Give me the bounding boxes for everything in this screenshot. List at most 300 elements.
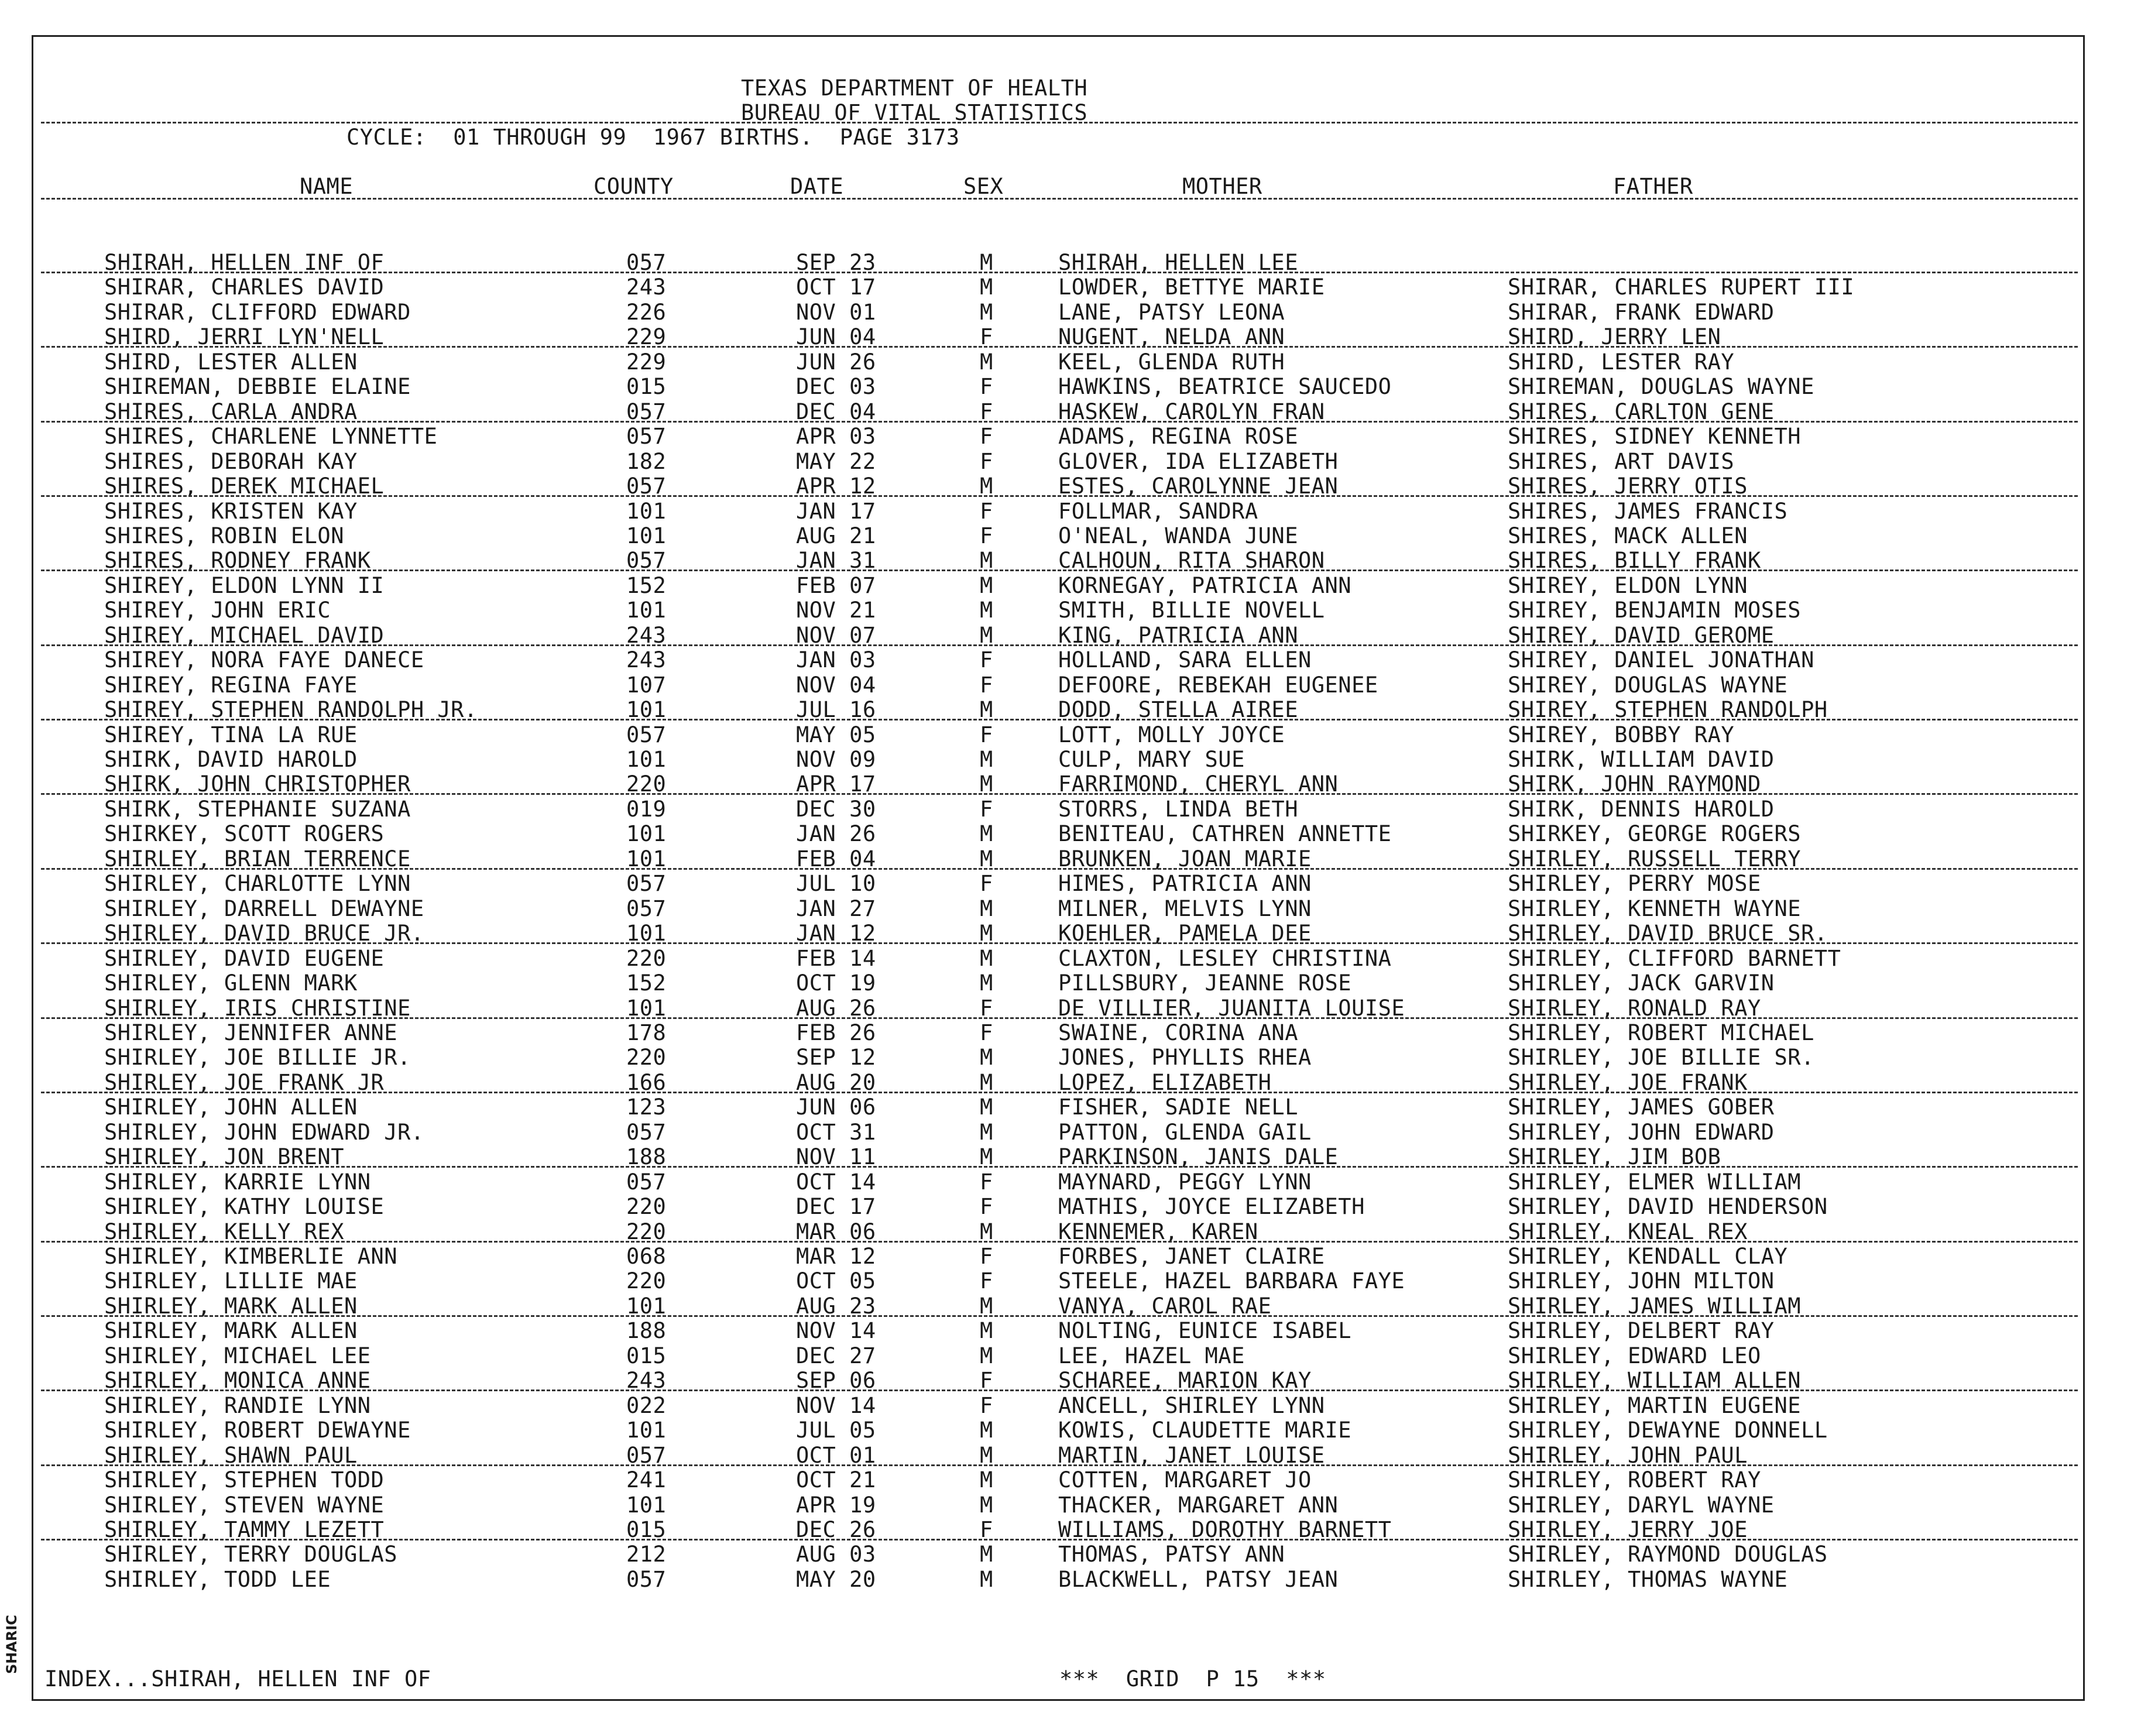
record-father: SHIRLEY, JOHN MILTON: [1508, 1268, 1775, 1294]
record-sex: F: [980, 722, 993, 747]
record-date: NOV 14: [796, 1318, 876, 1343]
record-county: 101: [626, 598, 667, 623]
record-father: SHIRLEY, EDWARD LEO: [1508, 1343, 1761, 1368]
table-row: [0, 1542, 2141, 1567]
record-sex: M: [980, 1567, 993, 1592]
record-sex: F: [980, 647, 993, 673]
record-county: 243: [626, 623, 667, 648]
record-father: SHIRLEY, DARYL WAYNE: [1508, 1493, 1775, 1518]
record-county: 178: [626, 1020, 667, 1045]
record-date: JUL 05: [796, 1418, 876, 1443]
record-county: 220: [626, 1268, 667, 1294]
record-sex: M: [980, 1219, 993, 1244]
record-name: SHIRLEY, SHAWN PAUL: [104, 1443, 358, 1468]
record-county: 101: [626, 747, 667, 772]
record-sex: M: [980, 1120, 993, 1145]
record-name: SHIRLEY, GLENN MARK: [104, 970, 358, 996]
record-date: AUG 03: [796, 1542, 876, 1567]
record-father: SHIRLEY, KENNETH WAYNE: [1508, 896, 1802, 921]
record-father: SHIRLEY, ELMER WILLIAM: [1508, 1169, 1802, 1195]
record-sex: M: [980, 1294, 993, 1319]
record-mother: KOWIS, CLAUDETTE MARIE: [1058, 1418, 1352, 1443]
table-row: [0, 574, 2141, 598]
record-name: SHIRLEY, LILLIE MAE: [104, 1268, 358, 1294]
record-father: SHIRK, DENNIS HAROLD: [1508, 797, 1775, 822]
table-row: [0, 946, 2141, 971]
record-date: JUN 04: [796, 324, 876, 349]
record-date: AUG 26: [796, 996, 876, 1021]
col-header-sex: SEX: [963, 174, 1004, 199]
record-sex: F: [980, 374, 993, 399]
row-separator: [41, 644, 2078, 646]
record-mother: LOWDER, BETTYE MARIE: [1058, 275, 1325, 300]
record-name: SHIRLEY, KARRIE LYNN: [104, 1169, 371, 1195]
record-date: FEB 07: [796, 573, 876, 598]
record-sex: F: [980, 996, 993, 1021]
record-father: SHIRLEY, DAVID BRUCE SR.: [1508, 921, 1828, 946]
record-county: 152: [626, 970, 667, 996]
row-separator: [41, 1539, 2078, 1541]
record-name: SHIREY, JOHN ERIC: [104, 598, 331, 623]
record-date: JUL 10: [796, 871, 876, 896]
record-date: APR 12: [796, 474, 876, 499]
record-mother: MATHIS, JOYCE ELIZABETH: [1058, 1194, 1365, 1219]
record-mother: HASKEW, CAROLYN FRAN: [1058, 399, 1325, 424]
record-date: DEC 04: [796, 399, 876, 424]
record-county: 101: [626, 1493, 667, 1518]
record-sex: M: [980, 1467, 993, 1493]
record-father: SHIRES, BILLY FRANK: [1508, 548, 1761, 573]
table-row: [0, 1394, 2141, 1418]
row-separator: [41, 1241, 2078, 1243]
col-header-mother: MOTHER: [1182, 174, 1262, 199]
record-date: DEC 26: [796, 1517, 876, 1542]
record-date: DEC 30: [796, 797, 876, 822]
record-name: SHIRK, JOHN CHRISTOPHER: [104, 771, 411, 797]
record-mother: MARTIN, JANET LOUISE: [1058, 1443, 1325, 1468]
record-county: 057: [626, 871, 667, 896]
table-row: [0, 450, 2141, 474]
record-father: SHIRLEY, WILLIAM ALLEN: [1508, 1368, 1802, 1393]
record-father: SHIREMAN, DOUGLAS WAYNE: [1508, 374, 1814, 399]
record-name: SHIRLEY, TAMMY LEZETT: [104, 1517, 385, 1542]
record-date: OCT 17: [796, 275, 876, 300]
table-row: [0, 1468, 2141, 1493]
record-sex: F: [980, 1244, 993, 1269]
record-mother: GLOVER, IDA ELIZABETH: [1058, 449, 1339, 474]
record-father: SHIRD, LESTER RAY: [1508, 349, 1735, 375]
record-county: 226: [626, 300, 667, 325]
record-county: 015: [626, 374, 667, 399]
cycle-line: CYCLE: 01 THROUGH 99 1967 BIRTHS. PAGE 3173: [346, 125, 960, 150]
record-name: SHIRKEY, SCOTT ROGERS: [104, 821, 385, 846]
record-sex: M: [980, 747, 993, 772]
record-mother: CULP, MARY SUE: [1058, 747, 1245, 772]
record-mother: KENNEMER, KAREN: [1058, 1219, 1258, 1244]
row-separator: [41, 1017, 2078, 1019]
record-county: 182: [626, 449, 667, 474]
table-row: [0, 1269, 2141, 1294]
record-date: SEP 06: [796, 1368, 876, 1393]
record-name: SHIRES, KRISTEN KAY: [104, 499, 358, 524]
record-mother: SWAINE, CORINA ANA: [1058, 1020, 1298, 1045]
record-sex: M: [980, 1443, 993, 1468]
record-mother: O'NEAL, WANDA JUNE: [1058, 523, 1298, 548]
table-row: [0, 1418, 2141, 1443]
record-date: DEC 03: [796, 374, 876, 399]
record-sex: M: [980, 1318, 993, 1343]
record-sex: M: [980, 548, 993, 573]
record-sex: F: [980, 1268, 993, 1294]
table-row: [0, 1493, 2141, 1518]
record-sex: M: [980, 1493, 993, 1518]
record-sex: F: [980, 797, 993, 822]
record-sex: F: [980, 1020, 993, 1045]
record-date: AUG 20: [796, 1070, 876, 1095]
record-county: 019: [626, 797, 667, 822]
record-mother: HAWKINS, BEATRICE SAUCEDO: [1058, 374, 1392, 399]
col-header-date: DATE: [790, 174, 844, 199]
record-name: SHIRLEY, TODD LEE: [104, 1567, 331, 1592]
record-mother: CALHOUN, RITA SHARON: [1058, 548, 1325, 573]
record-name: SHIRLEY, KELLY REX: [104, 1219, 344, 1244]
record-name: SHIRK, STEPHANIE SUZANA: [104, 797, 411, 822]
record-county: 101: [626, 697, 667, 722]
record-county: 068: [626, 1244, 667, 1269]
record-name: SHIRLEY, DAVID BRUCE JR.: [104, 921, 424, 946]
record-mother: PARKINSON, JANIS DALE: [1058, 1144, 1339, 1169]
record-county: 220: [626, 1194, 667, 1219]
record-father: SHIRLEY, JOE BILLIE SR.: [1508, 1045, 1814, 1070]
record-mother: FARRIMOND, CHERYL ANN: [1058, 771, 1339, 797]
record-father: SHIRLEY, JOHN PAUL: [1508, 1443, 1748, 1468]
header-divider: [41, 122, 2078, 123]
record-county: 166: [626, 1070, 667, 1095]
record-county: 152: [626, 573, 667, 598]
record-mother: DEFOORE, REBEKAH EUGENEE: [1058, 673, 1378, 698]
record-sex: M: [980, 275, 993, 300]
table-row: [0, 1319, 2141, 1343]
table-row: [0, 648, 2141, 673]
record-date: APR 03: [796, 424, 876, 449]
record-name: SHIREY, STEPHEN RANDOLPH JR.: [104, 697, 478, 722]
record-date: JAN 27: [796, 896, 876, 921]
record-mother: KING, PATRICIA ANN: [1058, 623, 1298, 648]
table-row: [0, 598, 2141, 623]
record-name: SHIRLEY, MONICA ANNE: [104, 1368, 371, 1393]
record-date: MAY 22: [796, 449, 876, 474]
record-county: 057: [626, 1169, 667, 1195]
table-row: [0, 1344, 2141, 1368]
col-header-county: COUNTY: [593, 174, 674, 199]
record-date: NOV 01: [796, 300, 876, 325]
record-date: JUN 26: [796, 349, 876, 375]
record-mother: SHIRAH, HELLEN LEE: [1058, 250, 1298, 275]
record-sex: F: [980, 499, 993, 524]
row-separator: [41, 1315, 2078, 1317]
record-sex: M: [980, 771, 993, 797]
record-mother: LANE, PATSY LEONA: [1058, 300, 1285, 325]
record-name: SHIRLEY, ROBERT DEWAYNE: [104, 1418, 411, 1443]
record-name: SHIREMAN, DEBBIE ELAINE: [104, 374, 411, 399]
record-county: 241: [626, 1467, 667, 1493]
record-county: 022: [626, 1393, 667, 1418]
record-date: NOV 11: [796, 1144, 876, 1169]
record-father: SHIRLEY, RONALD RAY: [1508, 996, 1761, 1021]
record-date: NOV 14: [796, 1393, 876, 1418]
record-county: 057: [626, 1443, 667, 1468]
record-county: 212: [626, 1542, 667, 1567]
record-county: 057: [626, 1567, 667, 1592]
record-father: SHIRLEY, JIM BOB: [1508, 1144, 1721, 1169]
table-row: [0, 872, 2141, 896]
record-name: SHIRLEY, KIMBERLIE ANN: [104, 1244, 398, 1269]
header-agency: TEXAS DEPARTMENT OF HEALTH: [741, 76, 1088, 101]
record-mother: THACKER, MARGARET ANN: [1058, 1493, 1339, 1518]
record-name: SHIREY, TINA LA RUE: [104, 722, 358, 747]
record-sex: M: [980, 1144, 993, 1169]
table-row: [0, 971, 2141, 996]
record-mother: FISHER, SADIE NELL: [1058, 1095, 1298, 1120]
record-date: NOV 04: [796, 673, 876, 698]
record-mother: MAYNARD, PEGGY LYNN: [1058, 1169, 1312, 1195]
record-date: NOV 07: [796, 623, 876, 648]
record-date: FEB 26: [796, 1020, 876, 1045]
record-father: SHIRD, JERRY LEN: [1508, 324, 1721, 349]
row-separator: [41, 1390, 2078, 1391]
record-county: 220: [626, 771, 667, 797]
record-county: 220: [626, 946, 667, 971]
record-county: 243: [626, 1368, 667, 1393]
record-date: DEC 17: [796, 1194, 876, 1219]
record-father: SHIRLEY, KNEAL REX: [1508, 1219, 1748, 1244]
record-mother: DE VILLIER, JUANITA LOUISE: [1058, 996, 1405, 1021]
record-mother: LOTT, MOLLY JOYCE: [1058, 722, 1285, 747]
record-date: OCT 05: [796, 1268, 876, 1294]
record-father: SHIRES, ART DAVIS: [1508, 449, 1735, 474]
record-county: 101: [626, 1294, 667, 1319]
record-mother: FOLLMAR, SANDRA: [1058, 499, 1258, 524]
record-sex: M: [980, 1045, 993, 1070]
record-sex: F: [980, 449, 993, 474]
record-sex: F: [980, 1169, 993, 1195]
record-county: 220: [626, 1219, 667, 1244]
record-name: SHIRLEY, JOHN ALLEN: [104, 1095, 358, 1120]
row-separator: [41, 495, 2078, 497]
record-county: 057: [626, 896, 667, 921]
record-county: 107: [626, 673, 667, 698]
record-date: AUG 21: [796, 523, 876, 548]
table-row: [0, 1021, 2141, 1045]
row-separator: [41, 1166, 2078, 1168]
record-name: SHIRK, DAVID HAROLD: [104, 747, 358, 772]
record-name: SHIRLEY, TERRY DOUGLAS: [104, 1542, 398, 1567]
record-father: SHIREY, BOBBY RAY: [1508, 722, 1735, 747]
record-sex: F: [980, 523, 993, 548]
record-mother: BLACKWELL, PATSY JEAN: [1058, 1567, 1339, 1592]
record-county: 243: [626, 647, 667, 673]
record-father: SHIRLEY, JOE FRANK: [1508, 1070, 1748, 1095]
record-date: JAN 31: [796, 548, 876, 573]
record-county: 101: [626, 921, 667, 946]
record-name: SHIRES, CARLA ANDRA: [104, 399, 358, 424]
record-father: SHIRAR, FRANK EDWARD: [1508, 300, 1775, 325]
record-name: SHIRLEY, CHARLOTTE LYNN: [104, 871, 411, 896]
record-sex: M: [980, 1095, 993, 1120]
col-header-father: FATHER: [1613, 174, 1693, 199]
table-row: [0, 1095, 2141, 1120]
record-county: 057: [626, 548, 667, 573]
record-mother: KEEL, GLENDA RUTH: [1058, 349, 1285, 375]
record-name: SHIRD, JERRI LYN'NELL: [104, 324, 385, 349]
row-separator: [41, 569, 2078, 571]
record-sex: F: [980, 1393, 993, 1418]
record-county: 188: [626, 1318, 667, 1343]
record-father: SHIREY, DAVID GEROME: [1508, 623, 1775, 648]
record-name: SHIRLEY, JON BRENT: [104, 1144, 344, 1169]
record-mother: COTTEN, MARGARET JO: [1058, 1467, 1312, 1493]
table-row: [0, 350, 2141, 375]
record-name: SHIREY, ELDON LYNN II: [104, 573, 385, 598]
record-date: OCT 19: [796, 970, 876, 996]
record-mother: LEE, HAZEL MAE: [1058, 1343, 1245, 1368]
record-father: SHIRLEY, PERRY MOSE: [1508, 871, 1761, 896]
record-county: 057: [626, 722, 667, 747]
record-sex: M: [980, 250, 993, 275]
record-father: SHIRLEY, JAMES GOBER: [1508, 1095, 1775, 1120]
record-father: SHIRK, WILLIAM DAVID: [1508, 747, 1775, 772]
record-father: SHIRLEY, DELBERT RAY: [1508, 1318, 1775, 1343]
record-county: 229: [626, 349, 667, 375]
record-mother: BENITEAU, CATHREN ANNETTE: [1058, 821, 1392, 846]
record-sex: M: [980, 598, 993, 623]
record-name: SHIRLEY, RANDIE LYNN: [104, 1393, 371, 1418]
record-name: SHIRLEY, KATHY LOUISE: [104, 1194, 385, 1219]
record-county: 101: [626, 821, 667, 846]
table-row: [0, 1567, 2141, 1592]
table-row: [0, 1244, 2141, 1269]
table-row: [0, 797, 2141, 822]
record-date: APR 17: [796, 771, 876, 797]
record-sex: M: [980, 1418, 993, 1443]
record-sex: F: [980, 1517, 993, 1542]
record-mother: SMITH, BILLIE NOVELL: [1058, 598, 1325, 623]
record-date: OCT 31: [796, 1120, 876, 1145]
record-father: SHIREY, DANIEL JONATHAN: [1508, 647, 1814, 673]
col-header-name: NAME: [300, 174, 354, 199]
record-name: SHIRLEY, JOE BILLIE JR.: [104, 1045, 411, 1070]
record-date: MAY 20: [796, 1567, 876, 1592]
table-row: [0, 747, 2141, 772]
record-father: SHIRLEY, THOMAS WAYNE: [1508, 1567, 1788, 1592]
record-sex: F: [980, 871, 993, 896]
record-mother: ANCELL, SHIRLEY LYNN: [1058, 1393, 1325, 1418]
record-name: SHIRAR, CHARLES DAVID: [104, 275, 385, 300]
record-date: JUN 06: [796, 1095, 876, 1120]
table-row: [0, 673, 2141, 698]
row-separator: [41, 793, 2078, 795]
table-row: [0, 1195, 2141, 1219]
record-name: SHIRES, ROBIN ELON: [104, 523, 344, 548]
record-county: 057: [626, 250, 667, 275]
record-name: SHIREY, NORA FAYE DANECE: [104, 647, 424, 673]
record-name: SHIRLEY, STEVEN WAYNE: [104, 1493, 385, 1518]
record-father: SHIRLEY, DEWAYNE DONNELL: [1508, 1418, 1828, 1443]
record-mother: JONES, PHYLLIS RHEA: [1058, 1045, 1312, 1070]
record-father: SHIRES, JERRY OTIS: [1508, 474, 1748, 499]
record-name: SHIRAH, HELLEN INF OF: [104, 250, 385, 275]
record-mother: PILLSBURY, JEANNE ROSE: [1058, 970, 1352, 996]
record-date: OCT 01: [796, 1443, 876, 1468]
record-date: SEP 12: [796, 1045, 876, 1070]
row-separator: [41, 942, 2078, 944]
record-mother: HOLLAND, SARA ELLEN: [1058, 647, 1312, 673]
record-sex: M: [980, 896, 993, 921]
record-date: JAN 17: [796, 499, 876, 524]
record-date: FEB 14: [796, 946, 876, 971]
record-mother: WILLIAMS, DOROTHY BARNETT: [1058, 1517, 1392, 1542]
record-county: 057: [626, 474, 667, 499]
row-separator: [41, 272, 2078, 273]
record-mother: SCHAREE, MARION KAY: [1058, 1368, 1312, 1393]
record-name: SHIRD, LESTER ALLEN: [104, 349, 358, 375]
record-father: SHIREY, BENJAMIN MOSES: [1508, 598, 1802, 623]
record-father: SHIRLEY, DAVID HENDERSON: [1508, 1194, 1828, 1219]
record-name: SHIRES, RODNEY FRANK: [104, 548, 371, 573]
record-father: SHIRLEY, CLIFFORD BARNETT: [1508, 946, 1841, 971]
record-mother: STEELE, HAZEL BARBARA FAYE: [1058, 1268, 1405, 1294]
record-father: SHIRLEY, KENDALL CLAY: [1508, 1244, 1788, 1269]
record-father: SHIRES, JAMES FRANCIS: [1508, 499, 1788, 524]
record-mother: DODD, STELLA AIREE: [1058, 697, 1298, 722]
record-sex: M: [980, 846, 993, 872]
record-county: 057: [626, 399, 667, 424]
record-date: OCT 21: [796, 1467, 876, 1493]
record-county: 220: [626, 1045, 667, 1070]
record-sex: M: [980, 1542, 993, 1567]
record-sex: M: [980, 1343, 993, 1368]
table-row: [0, 897, 2141, 921]
record-county: 101: [626, 523, 667, 548]
record-name: SHIRLEY, JOE FRANK JR: [104, 1070, 385, 1095]
table-row: [0, 524, 2141, 548]
record-date: JAN 12: [796, 921, 876, 946]
record-father: SHIRLEY, JACK GARVIN: [1508, 970, 1775, 996]
record-sex: F: [980, 1368, 993, 1393]
record-father: SHIRES, SIDNEY KENNETH: [1508, 424, 1802, 449]
record-date: APR 19: [796, 1493, 876, 1518]
record-mother: KORNEGAY, PATRICIA ANN: [1058, 573, 1352, 598]
record-father: SHIREY, ELDON LYNN: [1508, 573, 1748, 598]
record-date: MAY 05: [796, 722, 876, 747]
table-row: [0, 1045, 2141, 1070]
record-mother: PATTON, GLENDA GAIL: [1058, 1120, 1312, 1145]
record-father: SHIRLEY, ROBERT RAY: [1508, 1467, 1761, 1493]
record-sex: F: [980, 399, 993, 424]
record-father: SHIRES, MACK ALLEN: [1508, 523, 1748, 548]
table-row: [0, 1120, 2141, 1145]
record-name: SHIRAR, CLIFFORD EDWARD: [104, 300, 411, 325]
record-mother: VANYA, CAROL RAE: [1058, 1294, 1272, 1319]
record-sex: M: [980, 474, 993, 499]
record-name: SHIRLEY, DAVID EUGENE: [104, 946, 385, 971]
record-father: SHIRLEY, JAMES WILLIAM: [1508, 1294, 1802, 1319]
side-label: SHARIC: [4, 1615, 20, 1674]
record-date: JUL 16: [796, 697, 876, 722]
record-county: 243: [626, 275, 667, 300]
record-name: SHIREY, MICHAEL DAVID: [104, 623, 385, 648]
record-name: SHIRLEY, MARK ALLEN: [104, 1318, 358, 1343]
